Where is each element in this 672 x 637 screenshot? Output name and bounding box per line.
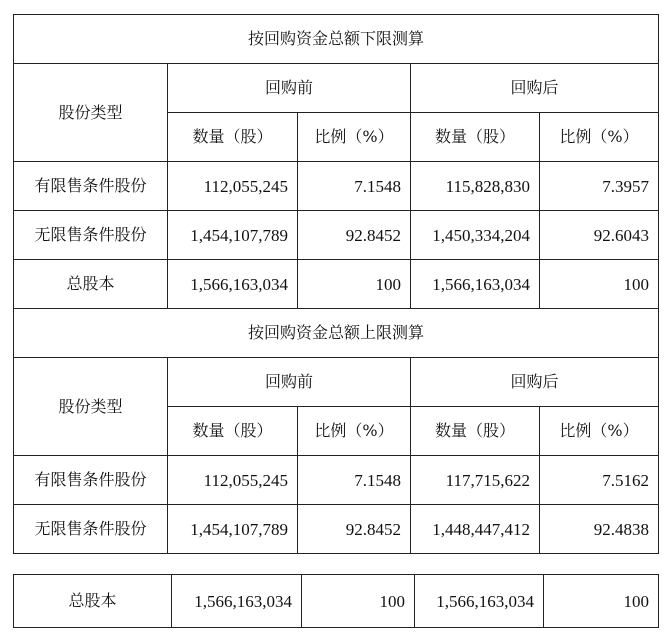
header-share-type: 股份类型 — [14, 358, 168, 456]
total-share-table — [13, 574, 659, 628]
header-before: 回购前 — [168, 64, 411, 113]
header-qty-before: 数量（股） — [168, 113, 298, 162]
header-ratio-before: 比例（%） — [298, 113, 411, 162]
ratio-after: 100 — [544, 575, 659, 628]
qty-after: 1,450,334,204 — [411, 211, 540, 260]
ratio-after: 92.6043 — [540, 211, 659, 260]
share-structure-table — [13, 14, 659, 554]
header-after: 回购后 — [411, 358, 659, 407]
row-label: 总股本 — [14, 575, 172, 628]
header-share-type: 股份类型 — [14, 64, 168, 162]
header-qty-after: 数量（股） — [411, 113, 540, 162]
header-after: 回购后 — [411, 64, 659, 113]
header-ratio-before: 比例（%） — [298, 407, 411, 456]
qty-before: 1,454,107,789 — [168, 505, 298, 554]
qty-after: 1,566,163,034 — [411, 260, 540, 309]
qty-before: 112,055,245 — [168, 162, 298, 211]
qty-before: 112,055,245 — [168, 456, 298, 505]
ratio-after: 7.3957 — [540, 162, 659, 211]
header-qty-before: 数量（股） — [168, 407, 298, 456]
ratio-before: 100 — [298, 260, 411, 309]
row-label: 总股本 — [14, 260, 168, 309]
qty-after: 117,715,622 — [411, 456, 540, 505]
table-row — [14, 162, 659, 211]
section-title-upper: 按回购资金总额上限测算 — [14, 309, 659, 358]
ratio-before: 92.8452 — [298, 211, 411, 260]
qty-after: 1,448,447,412 — [411, 505, 540, 554]
section-title-lower: 按回购资金总额下限测算 — [14, 15, 659, 64]
row-label: 有限售条件股份 — [14, 162, 168, 211]
ratio-before: 92.8452 — [298, 505, 411, 554]
qty-after: 1,566,163,034 — [415, 575, 544, 628]
table-row — [14, 505, 659, 554]
ratio-after: 100 — [540, 260, 659, 309]
qty-before: 1,566,163,034 — [168, 260, 298, 309]
row-label: 无限售条件股份 — [14, 505, 168, 554]
ratio-after: 7.5162 — [540, 456, 659, 505]
header-ratio-after: 比例（%） — [540, 407, 659, 456]
header-ratio-after: 比例（%） — [540, 113, 659, 162]
table-row — [14, 211, 659, 260]
ratio-before: 7.1548 — [298, 162, 411, 211]
header-before: 回购前 — [168, 358, 411, 407]
ratio-after: 92.4838 — [540, 505, 659, 554]
table-row — [14, 456, 659, 505]
table-row — [14, 575, 659, 628]
row-label: 有限售条件股份 — [14, 456, 168, 505]
header-qty-after: 数量（股） — [411, 407, 540, 456]
row-label: 无限售条件股份 — [14, 211, 168, 260]
qty-after: 115,828,830 — [411, 162, 540, 211]
ratio-before: 100 — [302, 575, 415, 628]
ratio-before: 7.1548 — [298, 456, 411, 505]
table-row — [14, 260, 659, 309]
qty-before: 1,566,163,034 — [172, 575, 302, 628]
qty-before: 1,454,107,789 — [168, 211, 298, 260]
